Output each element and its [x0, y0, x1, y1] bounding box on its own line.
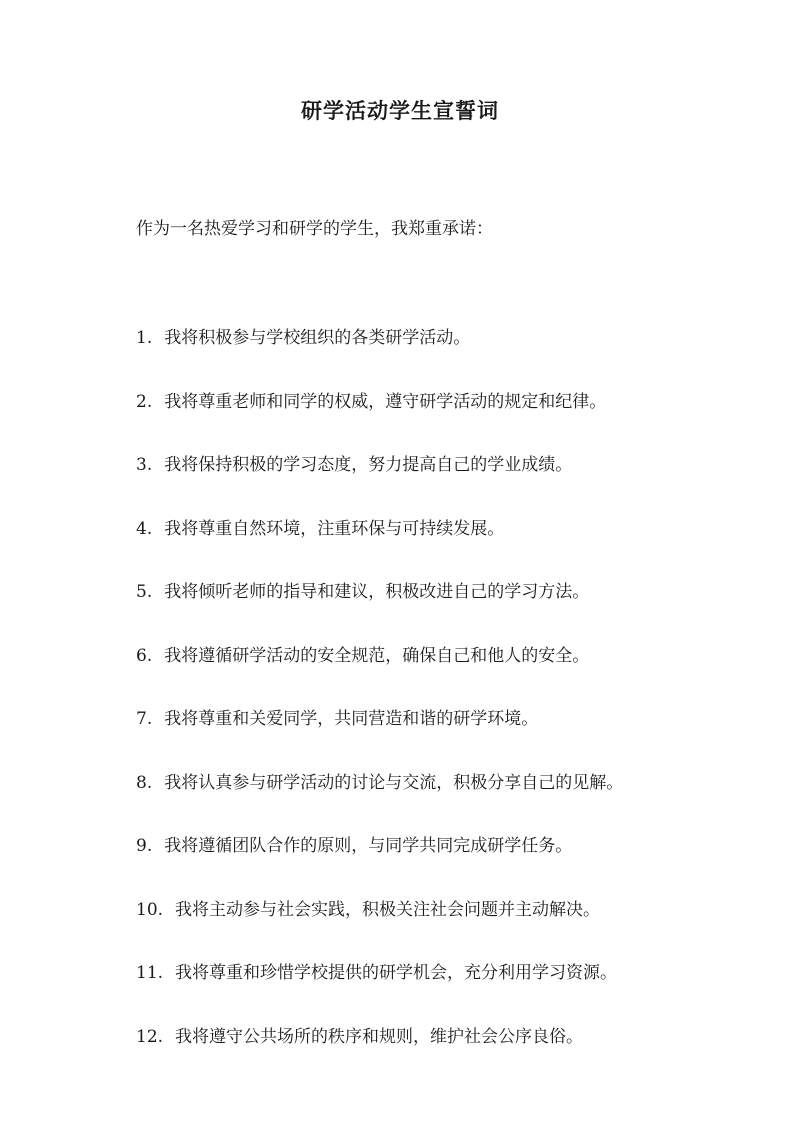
pledge-item-4: [136, 516, 623, 580]
pledge-number: 1.: [136, 328, 153, 348]
pledge-text: 我将倾听老师的指导和建议，积极改进自己的学习方法。: [164, 582, 590, 602]
pledge-item-12: [136, 1024, 623, 1088]
pledge-text: 我将保持积极的学习态度，努力提高自己的学业成绩。: [164, 455, 573, 475]
pledge-number: 8.: [136, 772, 153, 793]
pledge-item-3: [136, 452, 623, 516]
pledge-item-1: [136, 325, 623, 389]
pledge-item-6: [136, 643, 623, 707]
pledge-item-9: [136, 833, 623, 897]
pledge-number: 2.: [136, 391, 153, 412]
pledge-number: 7.: [136, 709, 153, 729]
pledge-number: 10.: [136, 899, 164, 920]
pledge-item-7: [136, 706, 623, 770]
pledge-number: 6.: [136, 645, 153, 666]
page-title: 研学活动学生宣誓词: [301, 98, 499, 123]
pledge-text: 我将尊重和关爱同学，共同营造和谐的研学环境。: [164, 709, 539, 729]
pledge-number: 4.: [136, 518, 153, 539]
pledge-item-5: [136, 579, 623, 643]
pledge-text: 我将遵循研学活动的安全规范，确保自己和他人的安全。: [164, 645, 590, 666]
pledge-number: 3.: [136, 455, 153, 475]
pledge-number: 11.: [136, 963, 164, 983]
pledge-text: 我将主动参与社会实践，积极关注社会问题并主动解决。: [175, 899, 601, 920]
pledge-text: 我将尊重老师和同学的权威，遵守研学活动的规定和纪律。: [164, 391, 607, 412]
pledge-item-8: [136, 770, 623, 834]
intro-paragraph: 作为一名热爱学习和研学的学生，我郑重承诺：: [136, 219, 493, 239]
pledge-list: [136, 325, 623, 1087]
pledge-item-2: [136, 389, 623, 453]
pledge-text: 我将积极参与学校组织的各类研学活动。: [164, 328, 471, 348]
pledge-text: 我将认真参与研学活动的讨论与交流，积极分享自己的见解。: [164, 772, 624, 793]
pledge-number: 9.: [136, 836, 153, 856]
pledge-text: 我将尊重自然环境，注重环保与可持续发展。: [164, 518, 505, 539]
pledge-item-11: [136, 960, 623, 1024]
pledge-text: 我将遵守公共场所的秩序和规则，维护社会公序良俗。: [175, 1026, 584, 1047]
pledge-text: 我将遵循团队合作的原则，与同学共同完成研学任务。: [164, 836, 573, 856]
pledge-number: 5.: [136, 582, 153, 602]
pledge-number: 12.: [136, 1026, 164, 1047]
pledge-text: 我将尊重和珍惜学校提供的研学机会，充分利用学习资源。: [175, 963, 618, 983]
pledge-item-10: [136, 897, 623, 961]
